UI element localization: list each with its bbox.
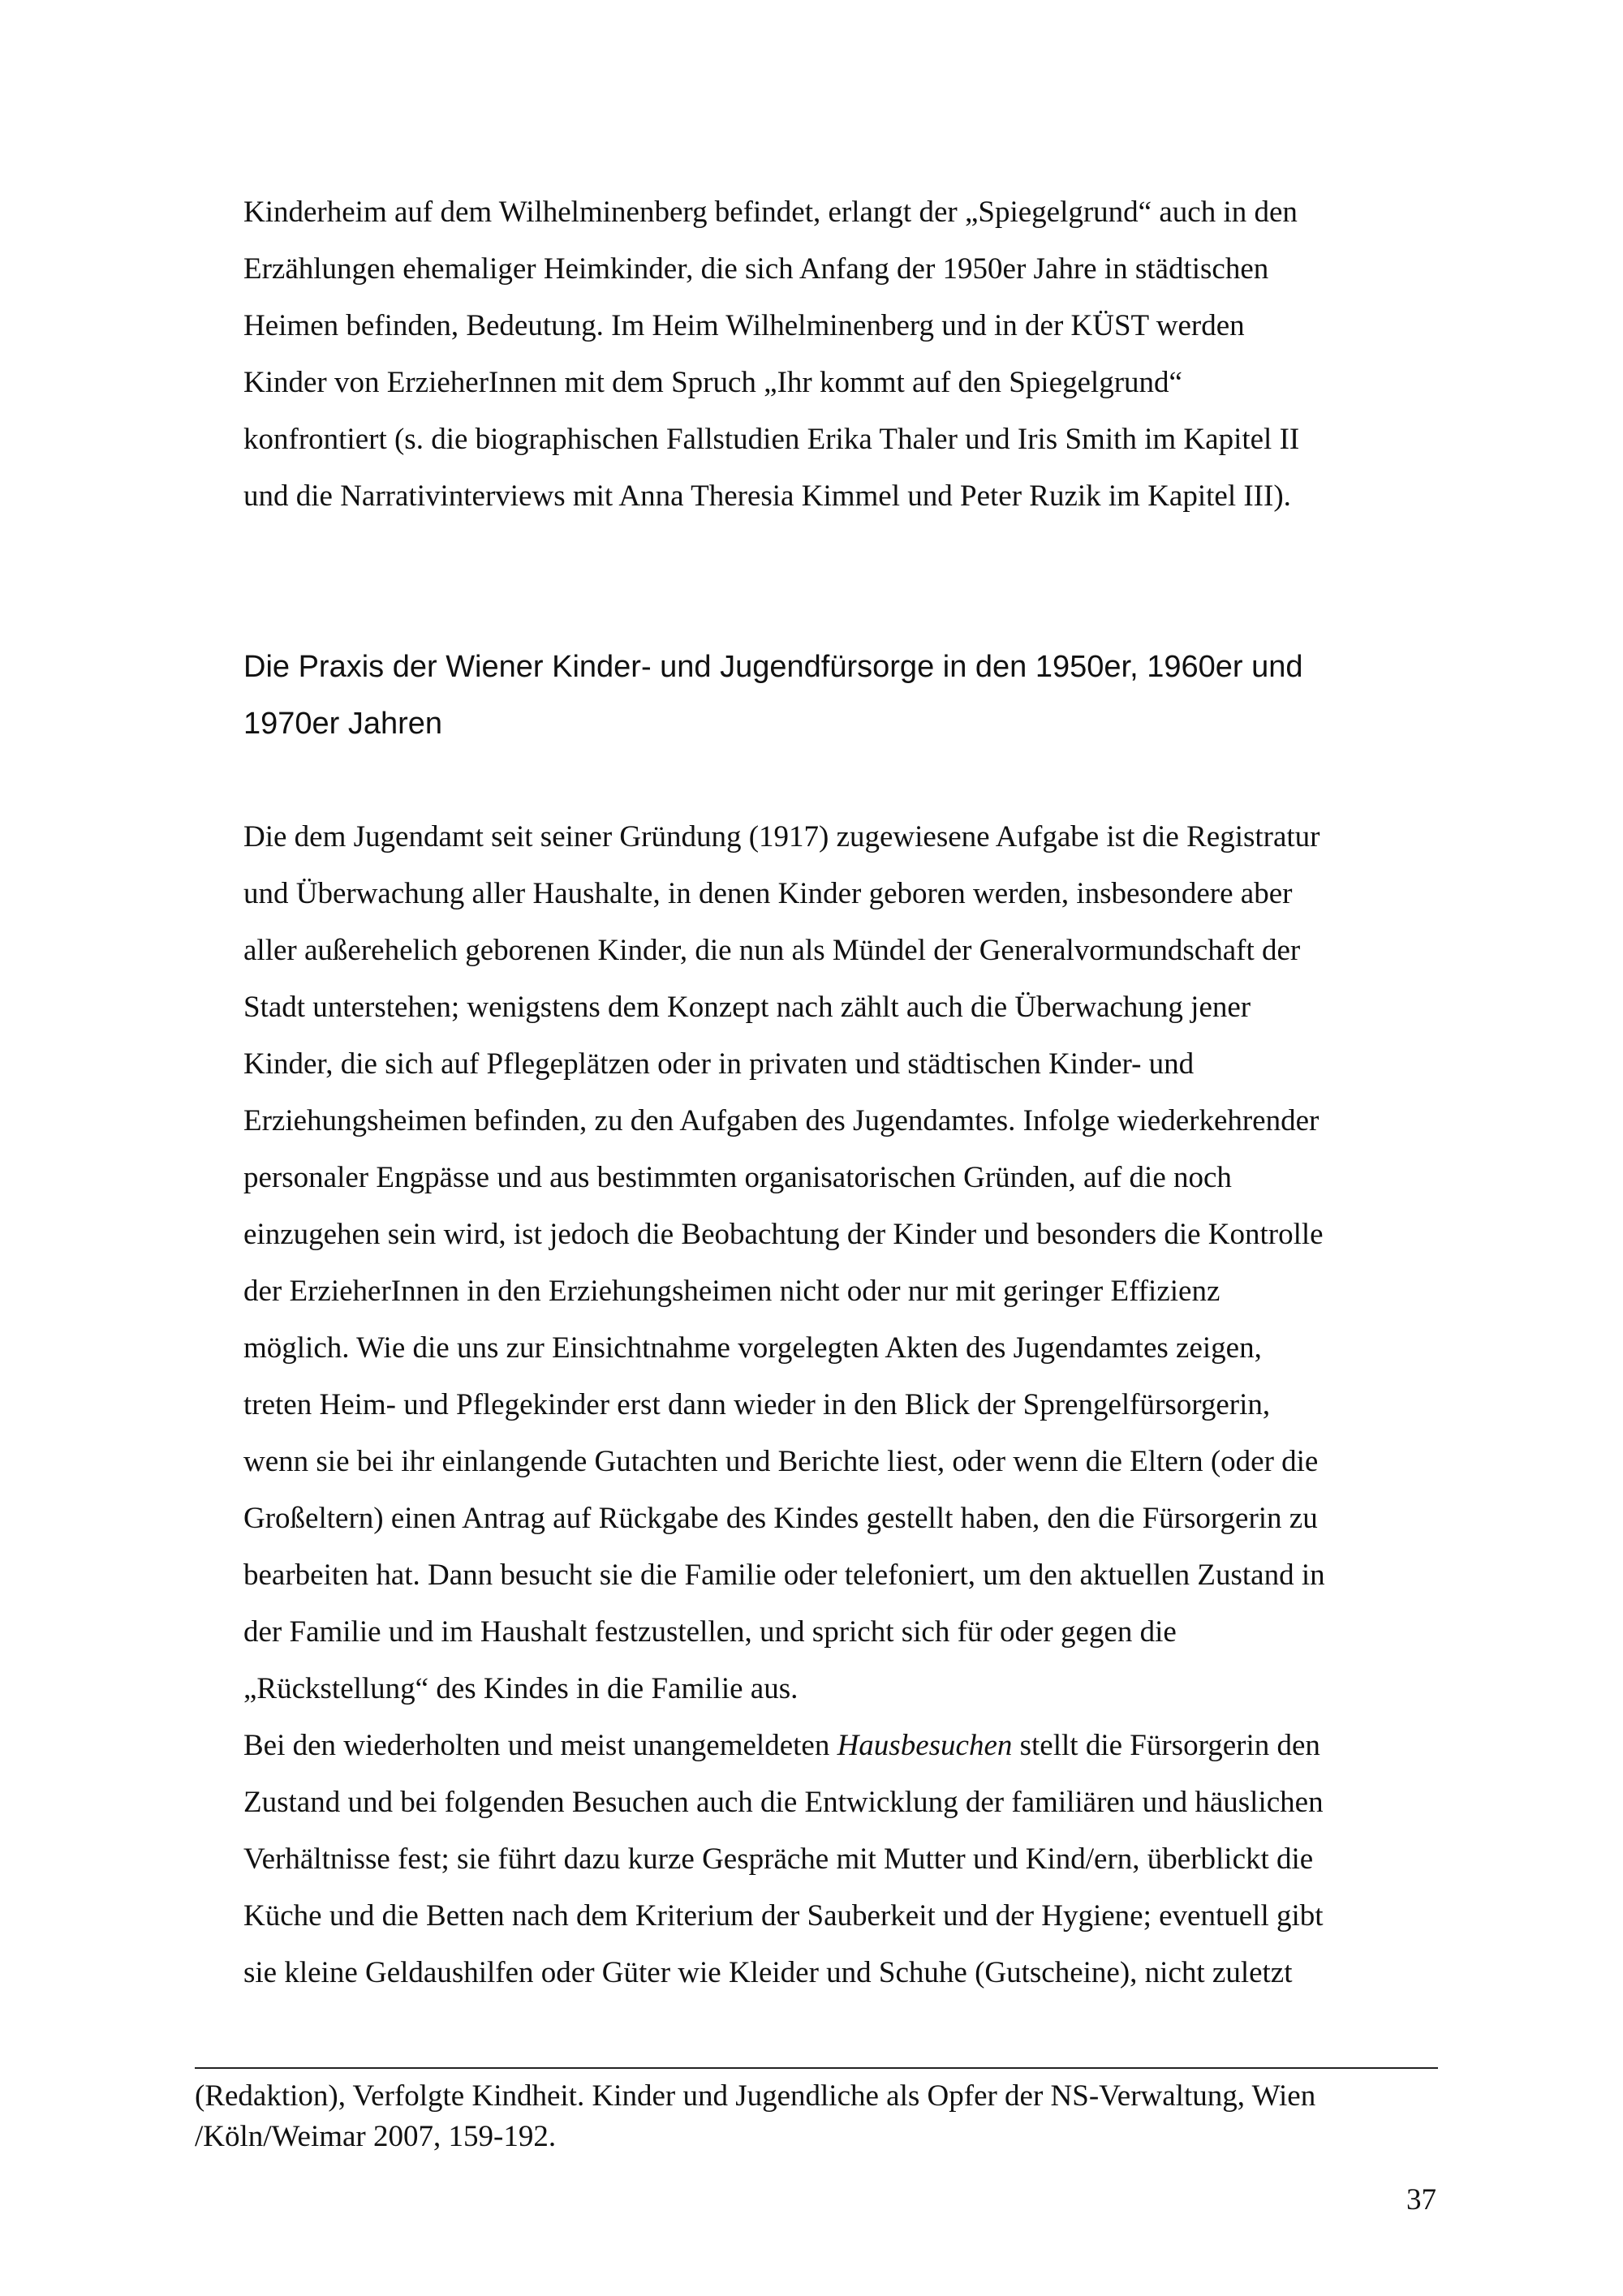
page-number: 37 bbox=[1406, 2183, 1436, 2216]
paragraph-2-line-2: und Überwachung aller Haushalte, in denen Kinder geboren werden, insbesondere aber bbox=[243, 877, 1293, 910]
paragraph-2-line-12: wenn sie bei ihr einlangende Gutachten und Berichte liest, oder wenn die Eltern (oder die bbox=[243, 1445, 1319, 1478]
paragraph-3-line-1-before: Bei den wiederholten und meist unangemeldeten bbox=[243, 1729, 837, 1762]
paragraph-3-italic-term: Hausbesuchen bbox=[837, 1729, 1013, 1762]
section-heading-line-2: 1970er Jahren bbox=[243, 707, 443, 741]
paragraph-3-line-3: Verhältnisse fest; sie führt dazu kurze Gespräche mit Mutter und Kind/ern, überblickt die bbox=[243, 1842, 1314, 1876]
paragraph-2-line-4: Stadt unterstehen; wenigstens dem Konzept nach zählt auch die Überwachung jener bbox=[243, 991, 1251, 1024]
paragraph-2-line-3: aller außerehelich geborenen Kinder, die nun als Mündel der Generalvormundschaft der bbox=[243, 934, 1301, 967]
footnote-divider bbox=[195, 2067, 1438, 2069]
paragraph-3-line-1 bbox=[243, 1728, 1320, 1764]
paragraph-1-line-2: Erzählungen ehemaliger Heimkinder, die sich Anfang der 1950er Jahre in städtischen bbox=[243, 252, 1269, 286]
paragraph-3-line-5: sie kleine Geldaushilfen oder Güter wie Kleider und Schuhe (Gutscheine), nicht zuletzt bbox=[243, 1956, 1293, 1989]
paragraph-2-line-1: Die dem Jugendamt seit seiner Gründung (1917) zugewiesene Aufgabe ist die Registratur bbox=[243, 820, 1320, 853]
paragraph-2-line-15: der Familie und im Haushalt festzustellen, und spricht sich für oder gegen die bbox=[243, 1615, 1177, 1649]
paragraph-2-line-13: Großeltern) einen Antrag auf Rückgabe des Kindes gestellt haben, den die Fürsorgerin zu bbox=[243, 1502, 1318, 1535]
paragraph-1-line-3: Heimen befinden, Bedeutung. Im Heim Wilhelminenberg und in der KÜST werden bbox=[243, 309, 1245, 342]
paragraph-1-line-6: und die Narrativinterviews mit Anna Theresia Kimmel und Peter Ruzik im Kapitel III). bbox=[243, 479, 1291, 513]
paragraph-2-line-7: personaler Engpässe und aus bestimmten organisatorischen Gründen, auf die noch bbox=[243, 1161, 1232, 1194]
paragraph-3-line-2: Zustand und bei folgenden Besuchen auch die Entwicklung der familiären und häuslichen bbox=[243, 1786, 1324, 1819]
paragraph-2-line-14: bearbeiten hat. Dann besucht sie die Familie oder telefoniert, um den aktuellen Zustand in bbox=[243, 1559, 1325, 1592]
paragraph-2-line-8: einzugehen sein wird, ist jedoch die Beobachtung der Kinder und besonders die Kontrolle bbox=[243, 1218, 1324, 1251]
paragraph-3-line-1-after: stellt die Fürsorgerin den bbox=[1012, 1729, 1320, 1762]
paragraph-2-line-10: möglich. Wie die uns zur Einsichtnahme vorgelegten Akten des Jugendamtes zeigen, bbox=[243, 1331, 1262, 1365]
paragraph-3-line-4: Küche und die Betten nach dem Kriterium der Sauberkeit und der Hygiene; eventuell gibt bbox=[243, 1899, 1324, 1933]
paragraph-2-line-11: treten Heim- und Pflegekinder erst dann wieder in den Blick der Sprengelfürsorgerin, bbox=[243, 1388, 1271, 1421]
section-heading-line-1: Die Praxis der Wiener Kinder- und Jugendfürsorge in den 1950er, 1960er und bbox=[243, 650, 1303, 684]
paragraph-2-line-9: der ErzieherInnen in den Erziehungsheimen nicht oder nur mit geringer Effizienz bbox=[243, 1275, 1220, 1308]
paragraph-1-line-1: Kinderheim auf dem Wilhelminenberg befindet, erlangt der „Spiegelgrund“ auch in den bbox=[243, 196, 1298, 229]
paragraph-2-line-5: Kinder, die sich auf Pflegeplätzen oder in privaten und städtischen Kinder- und bbox=[243, 1047, 1195, 1081]
paragraph-2-line-16: „Rückstellung“ des Kindes in die Familie aus. bbox=[243, 1672, 799, 1705]
paragraph-1-line-4: Kinder von ErzieherInnen mit dem Spruch „Ihr kommt auf den Spiegelgrund“ bbox=[243, 366, 1182, 399]
paragraph-2-line-6: Erziehungsheimen befinden, zu den Aufgaben des Jugendamtes. Infolge wiederkehrender bbox=[243, 1104, 1319, 1137]
paragraph-1-line-5: konfrontiert (s. die biographischen Fallstudien Erika Thaler und Iris Smith im Kapitel II bbox=[243, 423, 1300, 456]
footnote-line-2: /Köln/Weimar 2007, 159-192. bbox=[195, 2120, 557, 2153]
footnote-line-1: (Redaktion), Verfolgte Kindheit. Kinder und Jugendliche als Opfer der NS-Verwaltung, Wien bbox=[195, 2079, 1316, 2113]
